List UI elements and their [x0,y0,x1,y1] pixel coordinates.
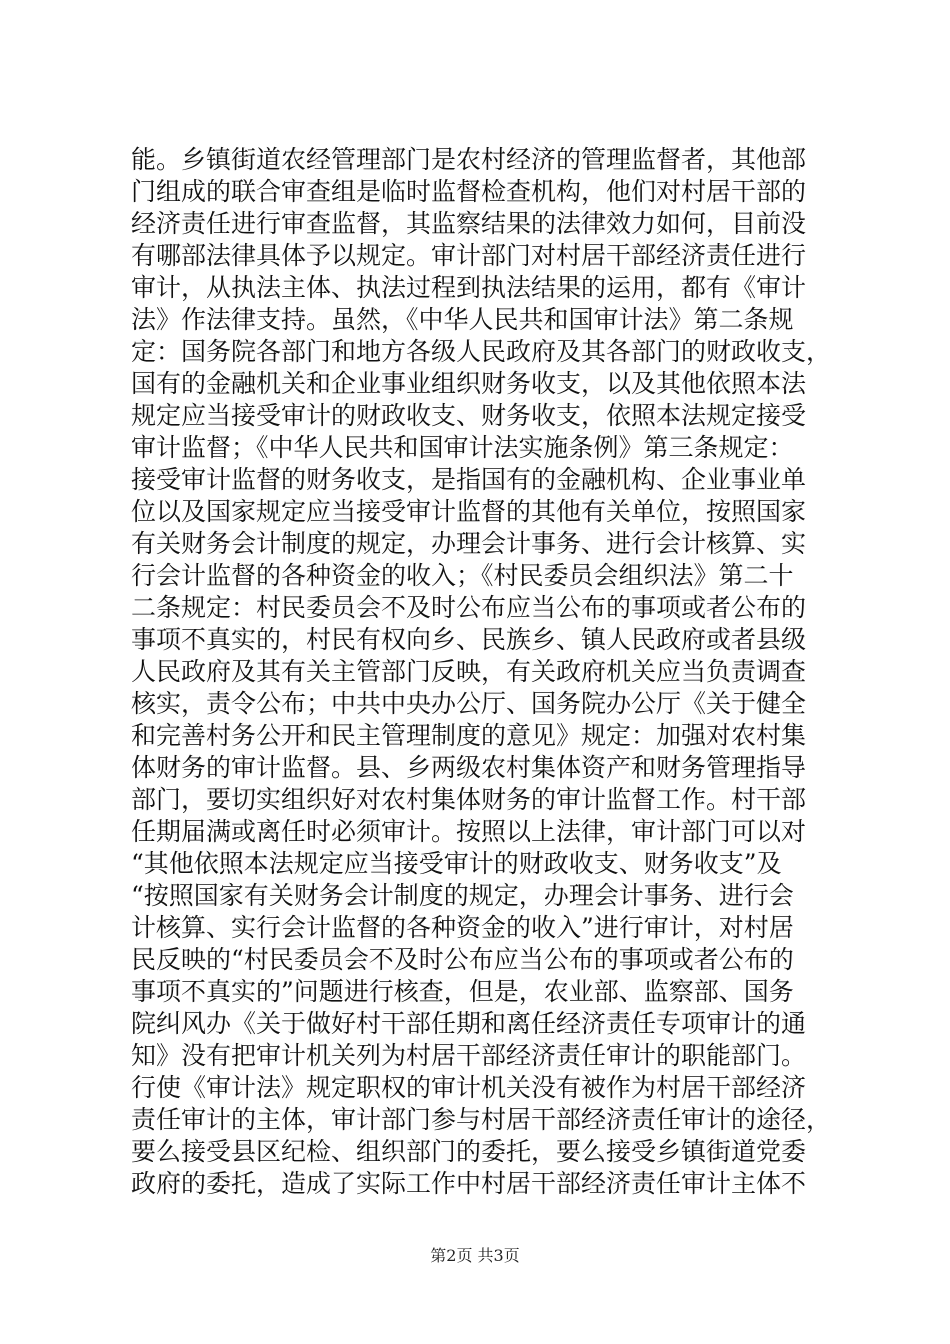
text-line: 要么接受县区纪检、组织部门的委托，要么接受乡镇街道党委 [131,1137,807,1166]
text-line: 有关财务会计制度的规定，办理会计事务、进行会计核算、实 [131,529,807,558]
text-line: 体财务的审计监督。县、乡两级农村集体资产和财务管理指导 [131,753,807,782]
text-line: 位以及国家规定应当接受审计监督的其他有关单位，按照国家 [131,497,807,526]
text-line: 和完善村务公开和民主管理制度的意见》规定：加强对农村集 [131,721,807,750]
text-line: 法》作法律支持。虽然，《中华人民共和国审计法》第二条规 [131,305,794,334]
text-line: 任期届满或离任时必须审计。按照以上法律，审计部门可以对 [131,817,807,846]
text-line: “其他依照本法规定应当接受审计的财政收支、财务收支”及 [131,849,782,878]
text-line: 计核算、实行会计监督的各种资金的收入”进行审计，对村居 [131,913,794,942]
text-line: 知》没有把审计机关列为村居干部经济责任审计的职能部门。 [131,1041,807,1070]
text-line: 接受审计监督的财务收支，是指国有的金融机构、企业事业单 [131,465,807,494]
text-line: 行会计监督的各种资金的收入；《村民委员会组织法》第二十 [131,561,794,590]
text-line: 院纠风办《关于做好村干部任期和离任经济责任专项审计的通 [131,1009,807,1038]
text-line: 定：国务院各部门和地方各级人民政府及其各部门的财政收支， [131,337,832,366]
text-line: 审计，从执法主体、执法过程到执法结果的运用，都有《审计 [131,273,807,302]
text-line: 事项不真实的”问题进行核查，但是，农业部、监察部、国务 [131,977,794,1006]
text-line: 经济责任进行审查监督，其监察结果的法律效力如何，目前没 [131,209,807,238]
text-line: 责任审计的主体，审计部门参与村居干部经济责任审计的途径， [131,1105,832,1134]
text-line: 有哪部法律具体予以规定。审计部门对村居干部经济责任进行 [131,241,807,270]
text-line: 核实，责令公布；中共中央办公厅、国务院办公厅《关于健全 [131,689,807,718]
text-line: 民反映的“村民委员会不及时公布应当公布的事项或者公布的 [131,945,794,974]
text-line: 审计监督；《中华人民共和国审计法实施条例》第三条规定： [131,433,794,462]
text-line: 能。乡镇街道农经管理部门是农村经济的管理监督者，其他部 [131,145,807,174]
text-line: 事项不真实的，村民有权向乡、民族乡、镇人民政府或者县级 [131,625,807,654]
page-footer: 第2页 共3页 [430,1246,520,1265]
text-line: 规定应当接受审计的财政收支、财务收支，依照本法规定接受 [131,401,807,430]
text-line: 国有的金融机关和企业事业组织财务收支，以及其他依照本法 [131,369,807,398]
text-line: 部门，要切实组织好对农村集体财务的审计监督工作。村干部 [131,785,807,814]
text-line: 政府的委托，造成了实际工作中村居干部经济责任审计主体不 [131,1169,807,1198]
body-text [131,144,831,1200]
text-line: 人民政府及其有关主管部门反映，有关政府机关应当负责调查 [131,657,807,686]
text-line: 二条规定：村民委员会不及时公布应当公布的事项或者公布的 [131,593,807,622]
text-line: “按照国家有关财务会计制度的规定，办理会计事务、进行会 [131,881,794,910]
text-line: 行使《审计法》规定职权的审计机关没有被作为村居干部经济 [131,1073,807,1102]
text-line: 门组成的联合审查组是临时监督检查机构，他们对村居干部的 [131,177,807,206]
